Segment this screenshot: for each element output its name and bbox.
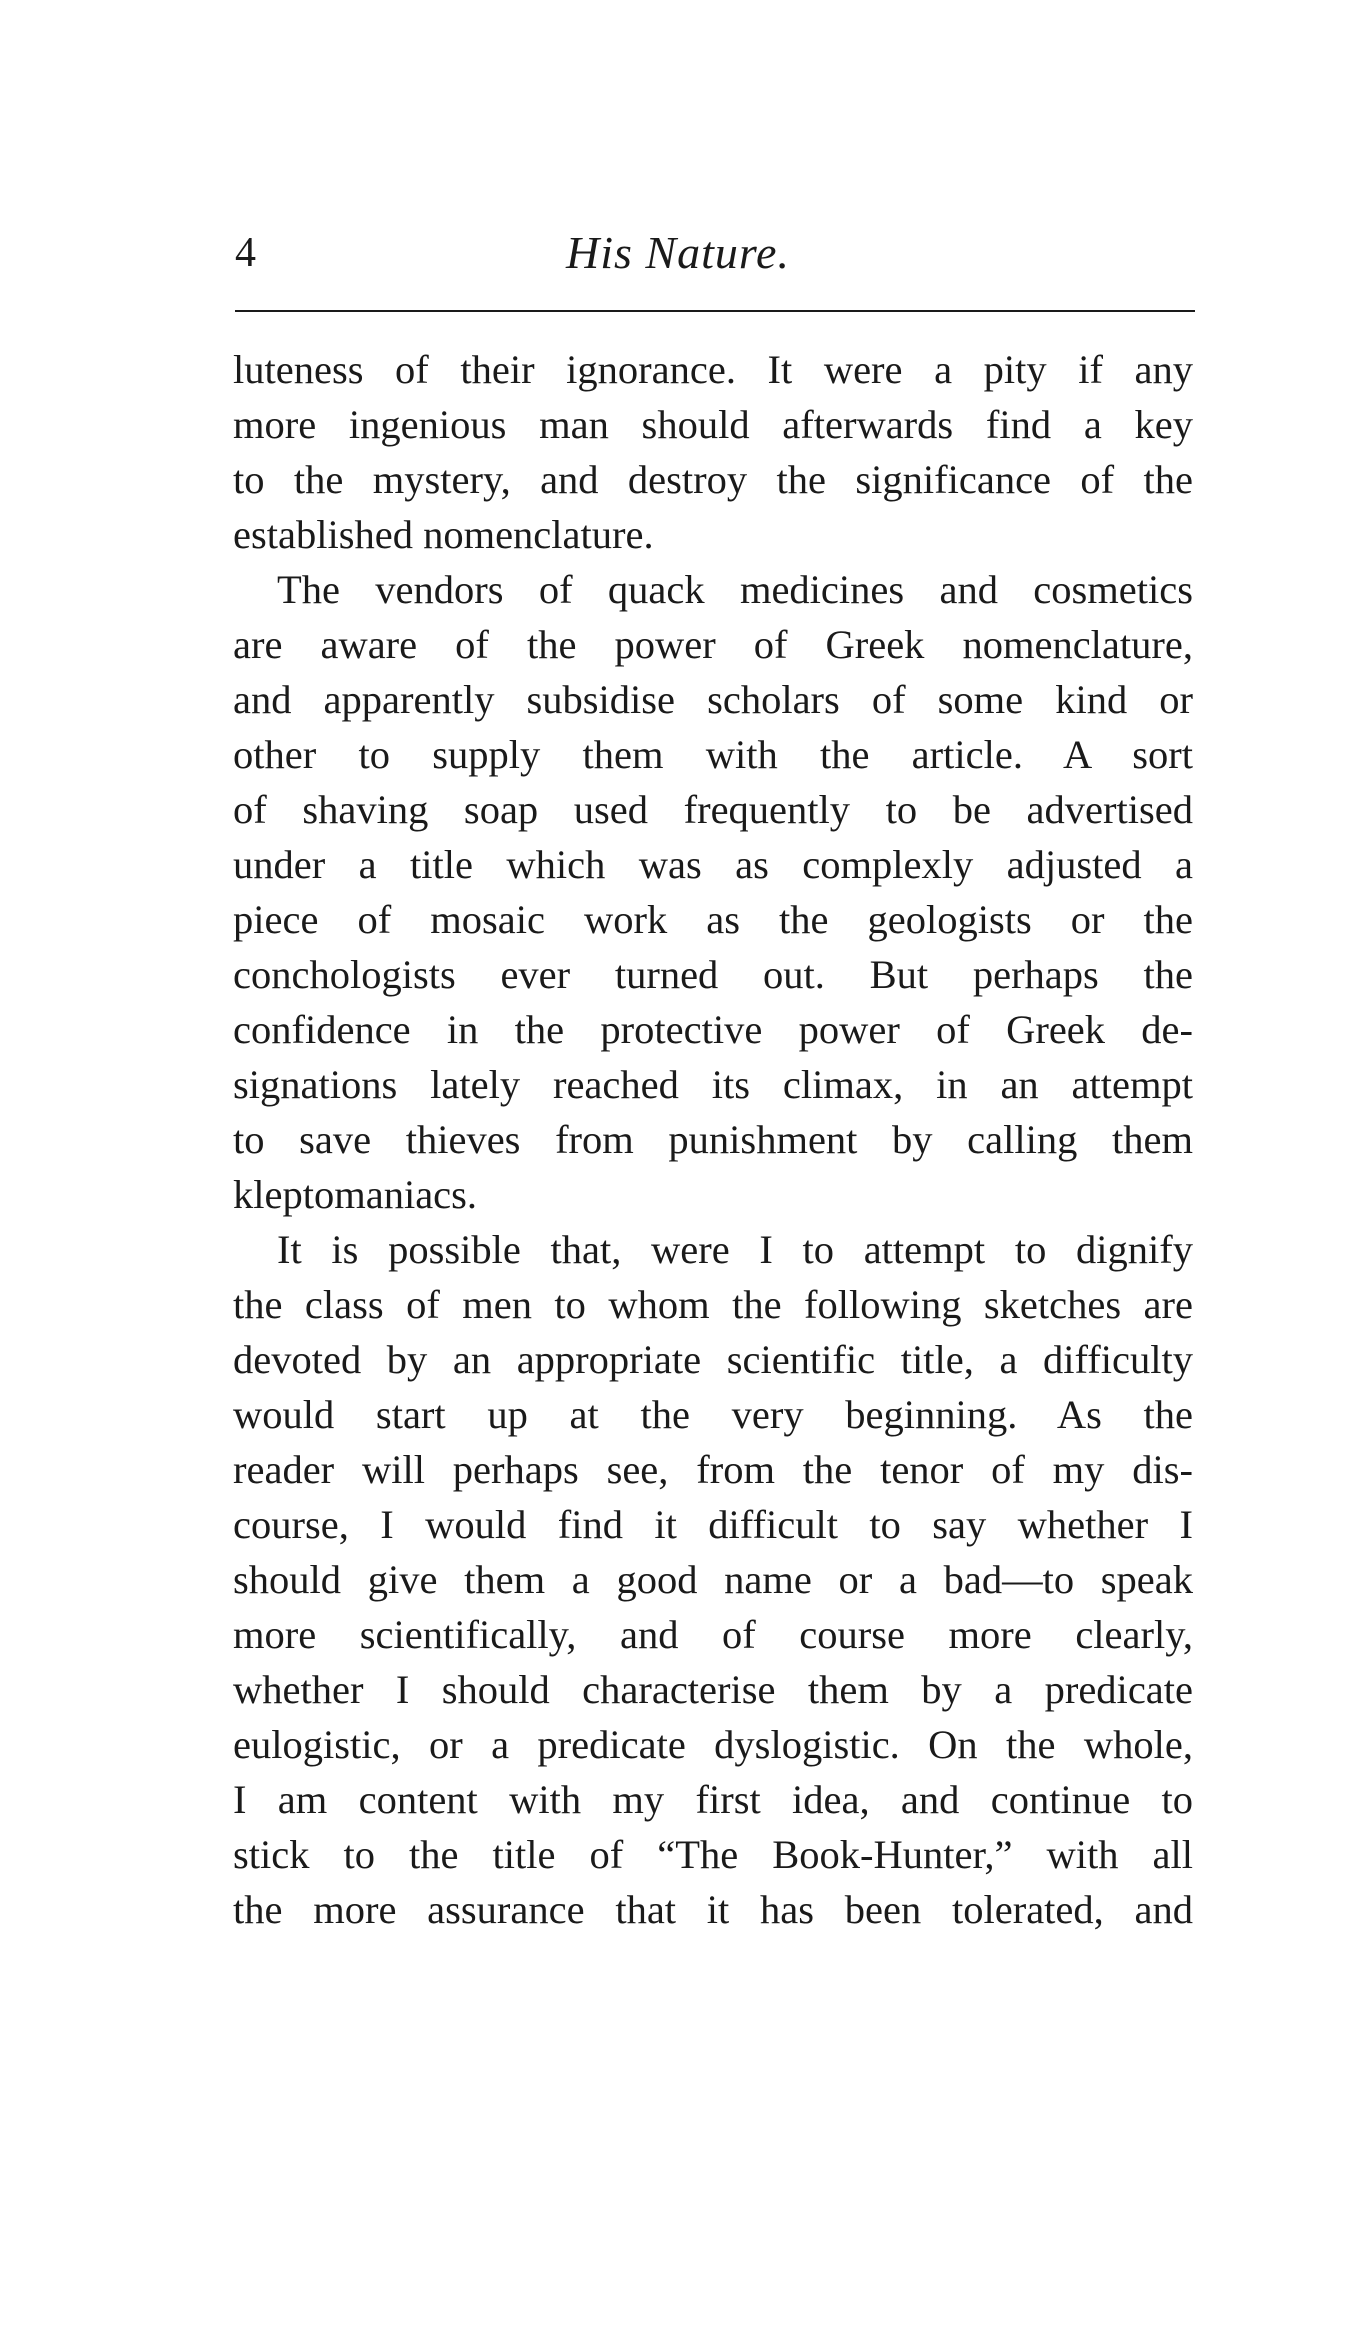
text-line: whether I should characterise them by a predicate <box>233 1667 1193 1712</box>
text-line: confidence in the protective power of Greek de- <box>233 1007 1193 1052</box>
text-line: I am content with my first idea, and continue to <box>233 1777 1193 1822</box>
running-title: His Nature. <box>566 227 790 278</box>
text-line: the class of men to whom the following sketches are <box>233 1282 1193 1327</box>
paragraph-1 <box>233 342 1193 562</box>
body-text <box>233 342 1193 1937</box>
text-line: of shaving soap used frequently to be advertised <box>233 787 1193 832</box>
text-line: should give them a good name or a bad—to speak <box>233 1557 1193 1602</box>
text-line: the more assurance that it has been tolerated, and <box>233 1887 1193 1932</box>
text-line: more scientifically, and of course more clearly, <box>233 1612 1193 1657</box>
text-line: eulogistic, or a predicate dyslogistic. On the whole, <box>233 1722 1193 1767</box>
text-line: devoted by an appropriate scientific title, a difficulty <box>233 1337 1193 1382</box>
paragraph-3 <box>233 1222 1193 1937</box>
text-line: to the mystery, and destroy the significance of the <box>233 457 1193 502</box>
header-rule <box>235 310 1195 312</box>
text-line: other to supply them with the article. A sort <box>233 732 1193 777</box>
text-line: more ingenious man should afterwards find a key <box>233 402 1193 447</box>
text-line: piece of mosaic work as the geologists or the <box>233 897 1193 942</box>
text-line: would start up at the very beginning. As the <box>233 1392 1193 1437</box>
text-line: under a title which was as complexly adjusted a <box>233 842 1193 887</box>
text-line: conchologists ever turned out. But perhaps the <box>233 952 1193 997</box>
text-line: are aware of the power of Greek nomenclature, <box>233 622 1193 667</box>
text-line: reader will perhaps see, from the tenor of my dis- <box>233 1447 1193 1492</box>
text-line: course, I would find it difficult to say whether I <box>233 1502 1193 1547</box>
text-line: and apparently subsidise scholars of some kind or <box>233 677 1193 722</box>
text-line: established nomenclature. <box>233 512 654 557</box>
text-line: to save thieves from punishment by calling them <box>233 1117 1193 1162</box>
paragraph-2 <box>233 562 1193 1222</box>
text-line: It is possible that, were I to attempt to dignify <box>277 1227 1193 1272</box>
text-line: signations lately reached its climax, in an attempt <box>233 1062 1193 1107</box>
text-line: kleptomaniacs. <box>233 1172 478 1217</box>
text-line: luteness of their ignorance. It were a pity if any <box>233 347 1193 392</box>
page-number: 4 <box>235 230 256 276</box>
text-line: stick to the title of “The Book-Hunter,” with all <box>233 1832 1193 1877</box>
text-line: The vendors of quack medicines and cosmetics <box>277 567 1193 612</box>
